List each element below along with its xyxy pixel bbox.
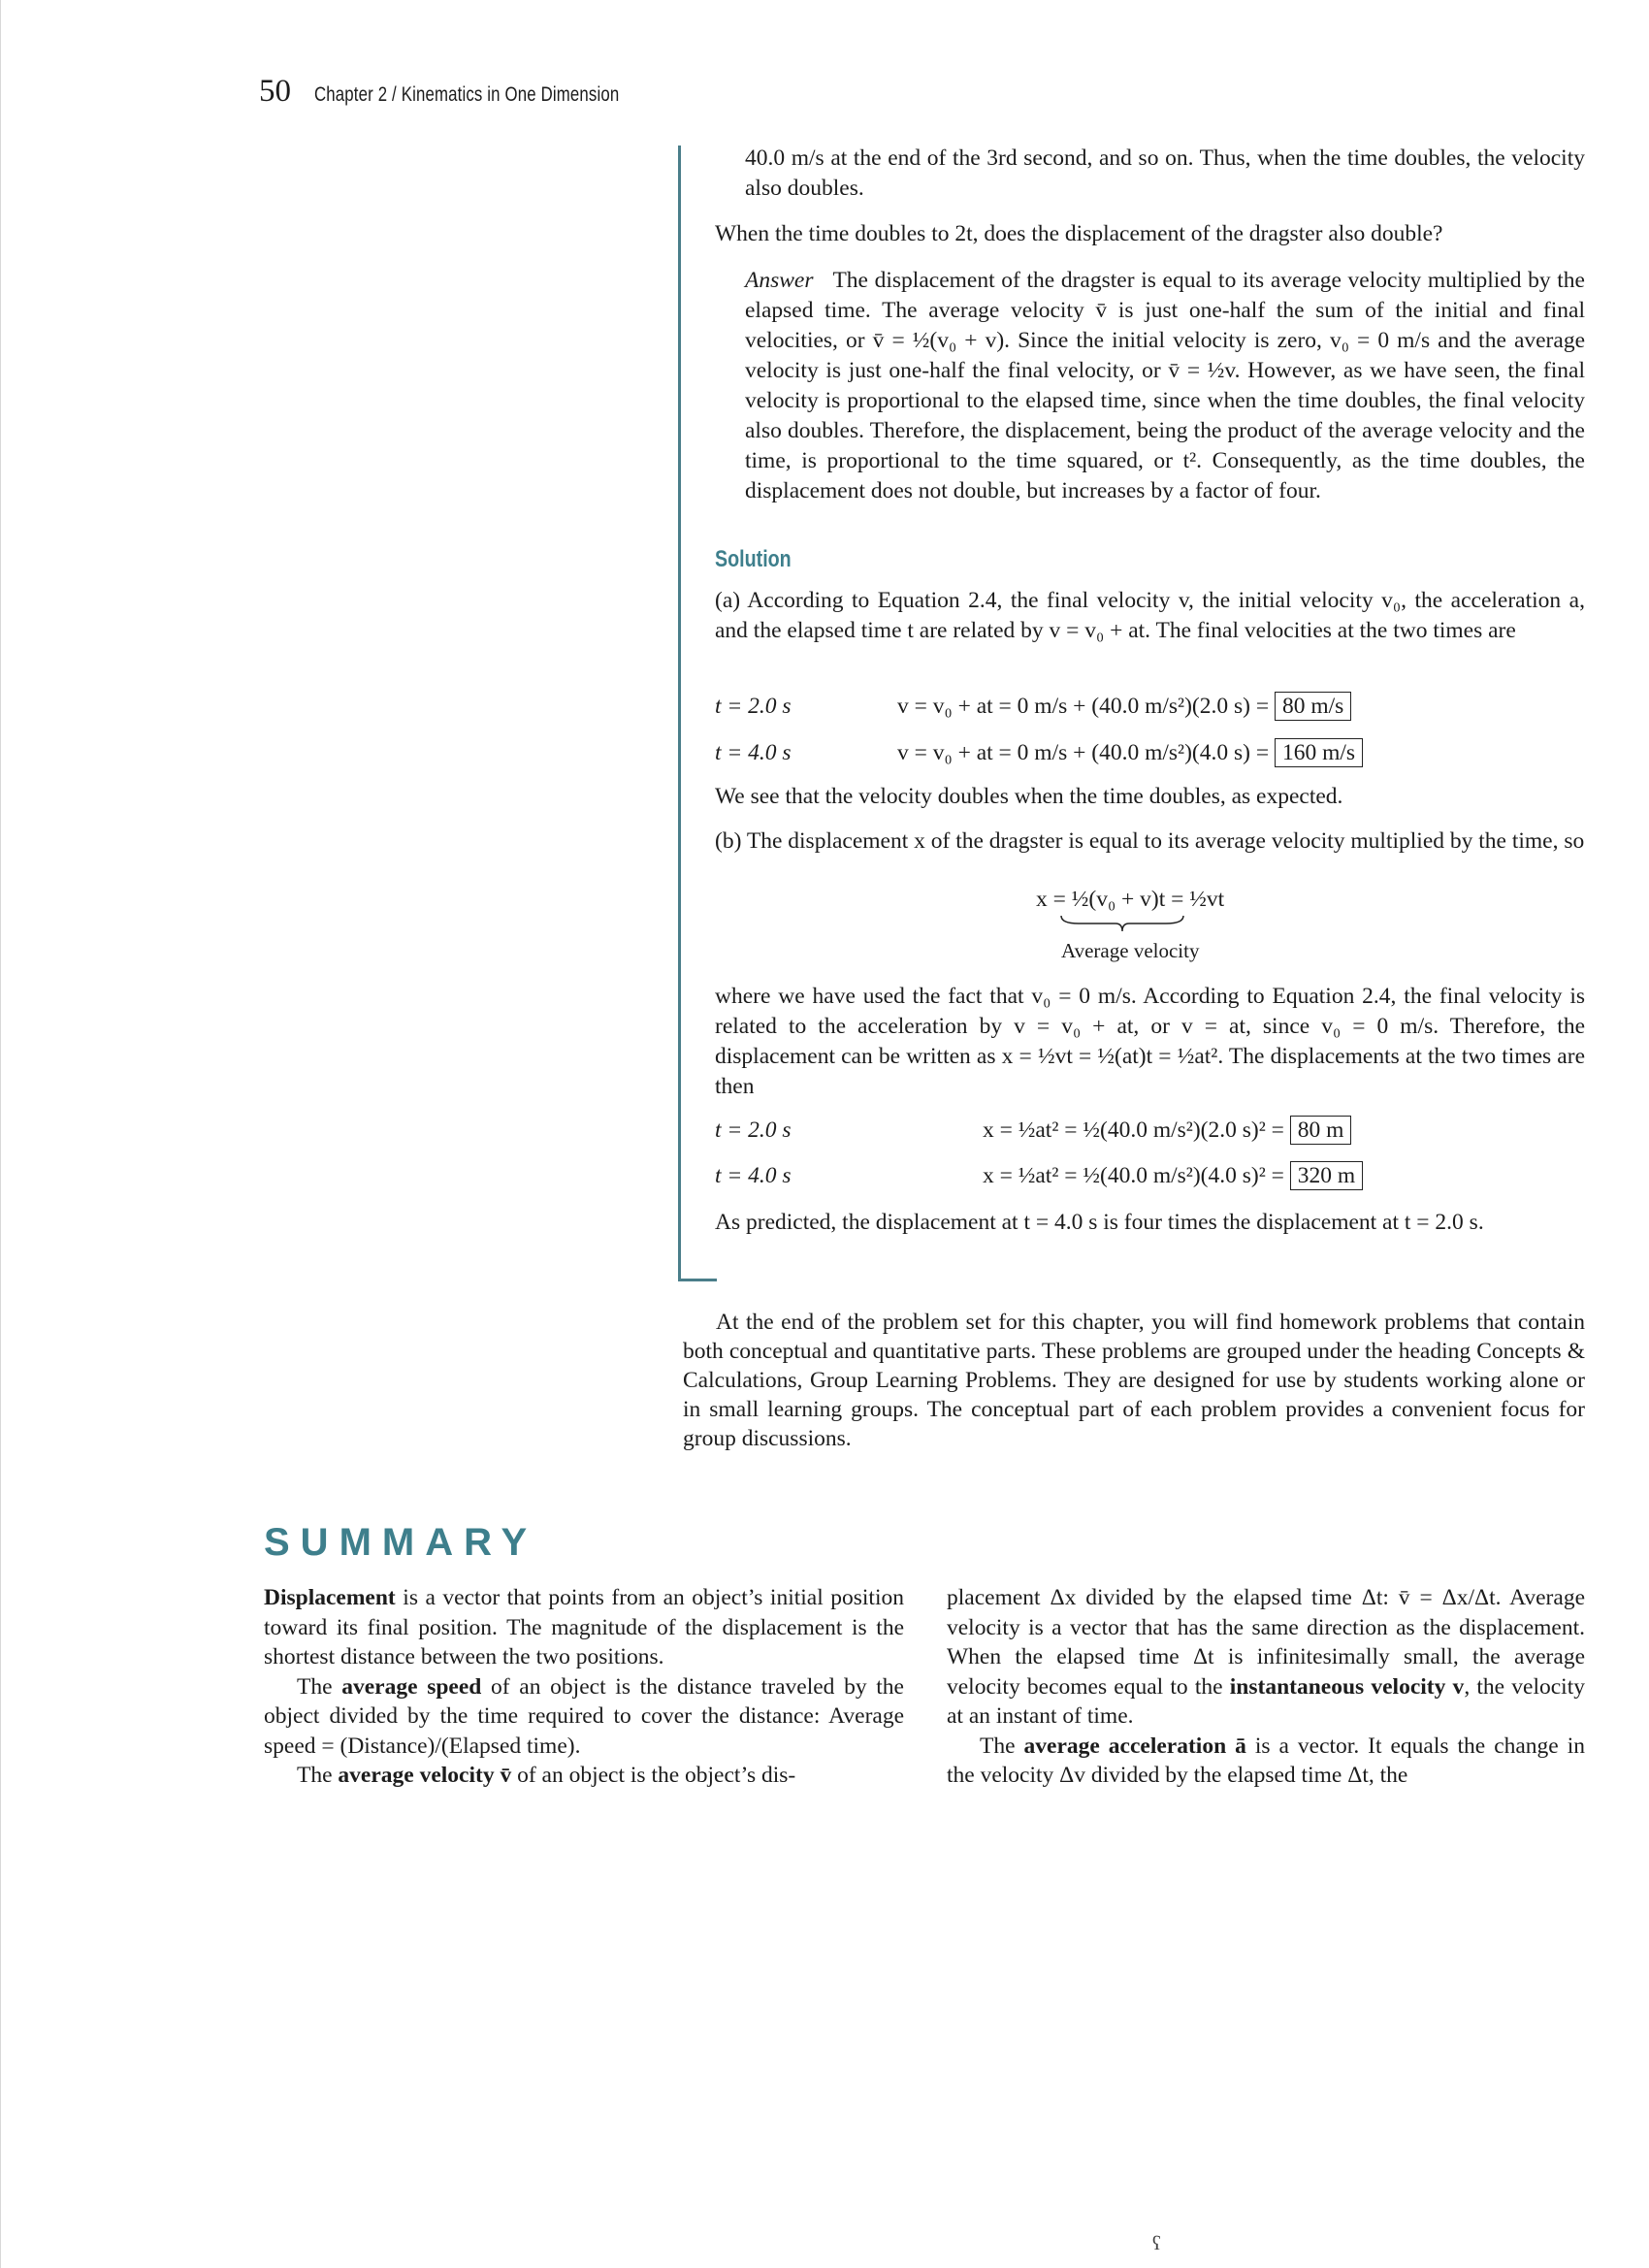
summary-right-p2 bbox=[947, 1732, 1585, 1791]
summary-left-p1 bbox=[264, 1583, 904, 1672]
summary-left-p3 bbox=[264, 1761, 904, 1791]
page-header bbox=[259, 74, 695, 132]
term-instantaneous-velocity: instantaneous velocity v bbox=[1229, 1673, 1465, 1700]
velocity-row-2-label: t = 4.0 s bbox=[715, 740, 792, 765]
displacement-equation: x = ½(v₀ + v)t = ½vt bbox=[1036, 887, 1225, 912]
closing-paragraph: At the end of the problem set for this chapter, you will find homework problems that contain both conceptual and quantitative parts. These problems are grouped under the heading Concepts & Calculations, Group Learning Problems. They are designed for use by students working alone or in small learning groups. The conceptual part of each problem provides a convenient focus for group discussions. bbox=[683, 1310, 1585, 1451]
term-average-acceleration: average acceleration ā bbox=[1023, 1733, 1246, 1759]
velocity-row-1 bbox=[715, 692, 792, 721]
summary-left-p1-text: is a vector that points from an object’s initial position toward its final position. The magnitude of the displacement is the shortest distance between the two positions. bbox=[264, 1585, 904, 1669]
summary-title: SUMMARY bbox=[264, 1521, 538, 1564]
footer-mark: ʕ bbox=[1152, 2233, 1161, 2254]
summary-left-column bbox=[264, 1583, 904, 1791]
velocity-row-2 bbox=[715, 738, 792, 767]
displacement-row-2-label: t = 4.0 s bbox=[715, 1163, 792, 1188]
answer-paragraph bbox=[745, 266, 1585, 506]
page-number: 50 bbox=[259, 74, 291, 109]
displacement-row-1-equation: x = ½at² = ½(40.0 m/s²)(2.0 s)² = bbox=[983, 1118, 1284, 1143]
example-continued-text: 40.0 m/s at the end of the 3rd second, and so on. Thus, when the time doubles, the velocity also doubles. bbox=[745, 146, 1585, 201]
example-rule bbox=[678, 146, 681, 1280]
conceptual-question: When the time doubles to 2t, does the displacement of the dragster also double? bbox=[715, 221, 1443, 246]
displacement-row-2-result: 320 m bbox=[1290, 1161, 1363, 1190]
running-head: Chapter 2 / Kinematics in One Dimension bbox=[314, 83, 620, 106]
part-b-paragraph bbox=[715, 826, 1585, 857]
displacement-row-2-equation: x = ½at² = ½(40.0 m/s²)(4.0 s)² = bbox=[983, 1163, 1284, 1188]
solution-heading: Solution bbox=[715, 546, 792, 572]
velocity-row-2-result: 160 m/s bbox=[1275, 738, 1363, 767]
answer-text: The displacement of the dragster is equal to its average velocity multiplied by the elapsed time. The average velocity v̄ is just one-half the sum of the initial and final velocities, or v̄ = ½(v₀ + v). Since the initial velocity is zero, v₀ = 0 m/s and the average velocity is just one-half the final velocity, or v̄ = ½v. However, as we have seen, the final velocity is proportional to the elapsed time, since when the time doubles, the final velocity also doubles. Therefore, the displacement, being the product of the average velocity and the time, is proportional to the time squared, or t². Consequently, as the time doubles, the displacement does not double, but increases by a factor of four. bbox=[745, 268, 1585, 503]
velocity-row-1-result: 80 m/s bbox=[1275, 692, 1351, 721]
velocity-row-1-label: t = 2.0 s bbox=[715, 694, 792, 719]
velocity-row-2-equation-wrap bbox=[897, 738, 1363, 767]
summary-right-p2-text: is a vector. It equals the change in the velocity Δv divided by the elapsed time Δt, the bbox=[947, 1733, 1585, 1788]
velocity-row-1-equation: v = v₀ + at = 0 m/s + (40.0 m/s²)(2.0 s) = bbox=[897, 694, 1270, 719]
displacement-row-1 bbox=[715, 1116, 792, 1145]
summary-left-p2-text: of an object is the distance traveled by the object divided by the time required to cover the distance: Average speed = (Distance)/(Elapsed time). bbox=[264, 1673, 904, 1759]
part-a-paragraph bbox=[715, 586, 1585, 646]
summary-right-p1-text-a: placement Δx divided by the elapsed time Δt: v̄ = Δx/Δt. Average velocity is a vector that has the same direction as the displacement. When the elapsed time Δt is infinitesimally small, the average velocity becomes equal to the bbox=[947, 1585, 1585, 1700]
summary-left-p3-text: of an object is the object’s dis- bbox=[511, 1763, 796, 1788]
term-displacement: Displacement bbox=[264, 1585, 396, 1610]
summary-right-p1-text-b: , the velocity at an instant of time. bbox=[947, 1673, 1585, 1729]
term-average-velocity: average velocity v̄ bbox=[338, 1763, 512, 1788]
summary-right-p2-pre: The bbox=[980, 1733, 1024, 1759]
answer-label: Answer bbox=[745, 268, 814, 293]
displacement-row-2-equation-wrap bbox=[983, 1161, 1363, 1190]
example-conclusion: As predicted, the displacement at t = 4.0 s is four times the displacement at t = 2.0 s. bbox=[715, 1210, 1484, 1235]
displacement-row-1-equation-wrap bbox=[983, 1116, 1351, 1145]
term-average-speed: average speed bbox=[341, 1673, 482, 1700]
summary-right-p1 bbox=[947, 1583, 1585, 1732]
velocity-row-1-equation-wrap bbox=[897, 692, 1351, 721]
displacement-row-2 bbox=[715, 1161, 792, 1190]
summary-left-p2-pre: The bbox=[297, 1673, 342, 1700]
velocity-conclusion: We see that the velocity doubles when the time doubles, as expected. bbox=[715, 784, 1343, 809]
summary-left-p3-pre: The bbox=[297, 1763, 339, 1788]
displacement-row-1-result: 80 m bbox=[1290, 1116, 1352, 1145]
average-velocity-brace bbox=[1059, 914, 1185, 933]
average-velocity-label: Average velocity bbox=[1061, 939, 1200, 962]
part-a-text: According to Equation 2.4, the final velocity v, the initial velocity v₀, the acceleration a, and the elapsed time t are related by v = v₀ + at. The final velocities at the two times are bbox=[715, 588, 1585, 643]
velocity-row-2-equation: v = v₀ + at = 0 m/s + (40.0 m/s²)(4.0 s) = bbox=[897, 740, 1270, 765]
scan-edge bbox=[0, 0, 1, 2268]
part-b-text: The displacement x of the dragster is equal to its average velocity multiplied by the time, so bbox=[746, 828, 1585, 854]
part-b-followup: where we have used the fact that v₀ = 0 m/s. According to Equation 2.4, the final velocity is related to the acceleration by v = v₀ + at, or v = at, since v₀ = 0 m/s. Therefore, the displacement can be written as x = ½vt = ½(at)t = ½at². The displacements at the two times are then bbox=[715, 984, 1585, 1099]
summary-right-column bbox=[947, 1583, 1585, 1791]
summary-left-p2 bbox=[264, 1672, 904, 1762]
part-a-label: (a) bbox=[715, 588, 741, 613]
part-b-label: (b) bbox=[715, 828, 742, 854]
displacement-row-1-label: t = 2.0 s bbox=[715, 1118, 792, 1143]
example-rule-foot bbox=[678, 1279, 717, 1281]
